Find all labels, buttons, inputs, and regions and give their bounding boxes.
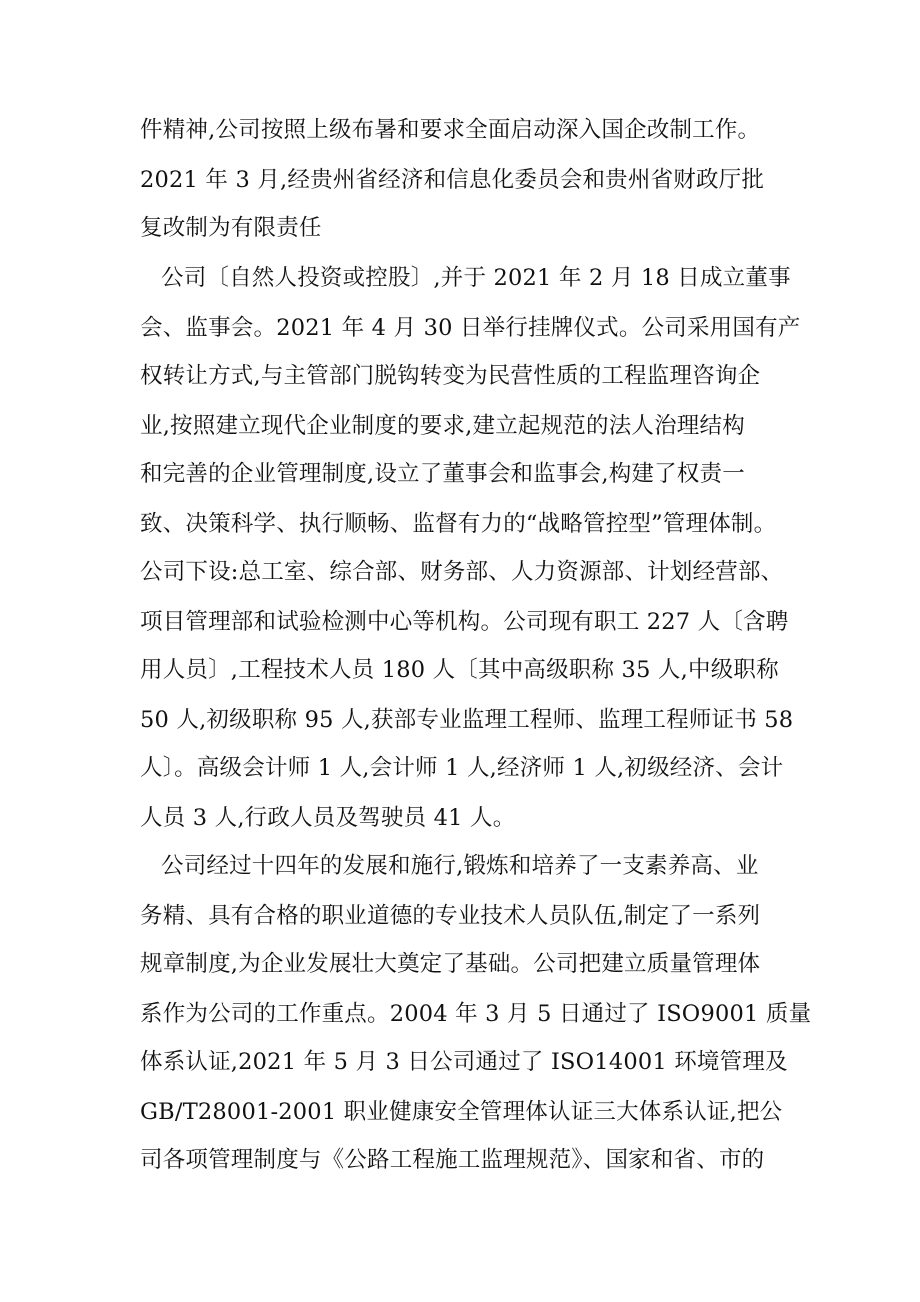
text-line-12: 用人员〕,工程技术人员 180 人〔其中高级职称 35 人,中级职称 <box>140 657 779 683</box>
text-line-9: 致、决策科学、执行顺畅、监督有力的“战略管控型”管理体制。 <box>140 511 777 537</box>
text-line-13: 50 人,初级职称 95 人,获部专业监理工程师、监理工程师证书 58 <box>140 707 794 733</box>
text-line-22: 司各项管理制度与《公路工程施工监理规范》、国家和省、市的 <box>140 1147 765 1173</box>
text-line-17: 务精、具有合格的职业道德的专业技术人员队伍,制定了一系列 <box>140 903 761 929</box>
text-line-14: 人〕。高级会计师 1 人,会计师 1 人,经济师 1 人,初级经济、会计 <box>140 755 784 781</box>
text-line-7: 业,按照建立现代企业制度的要求,建立起规范的法人治理结构 <box>140 413 745 439</box>
text-line-19: 系作为公司的工作重点。2004 年 3 月 5 日通过了 ISO9001 质量 <box>140 1001 812 1027</box>
text-line-10: 公司下设:总工室、综合部、财务部、人力资源部、计划经营部、 <box>140 559 784 585</box>
paragraph-start-3: 公司经过十四年的发展和施行,锻炼和培养了一支素养高、业 <box>161 853 759 879</box>
text-line-11: 项目管理部和试验检测中心等机构。公司现有职工 227 人〔含聘 <box>140 609 789 635</box>
text-line-2: 2021 年 3 月,经贵州省经济和信息化委员会和贵州省财政厅批 <box>140 167 765 193</box>
paragraph-start-2: 公司〔自然人投资或控股〕,并于 2021 年 2 月 18 日成立董事 <box>161 265 791 291</box>
text-line-20: 体系认证,2021 年 5 月 3 日公司通过了 ISO14001 环境管理及 <box>140 1049 788 1075</box>
text-line-5: 会、监事会。2021 年 4 月 30 日举行挂牌仪式。公司采用国有产 <box>140 315 801 341</box>
text-line-1: 件精神,公司按照上级布暑和要求全面启动深入国企改制工作。 <box>140 117 761 143</box>
text-line-21: GB/T28001-2001 职业健康安全管理体认证三大体系认证,把公 <box>140 1099 783 1125</box>
text-line-18: 规章制度,为企业发展壮大奠定了基础。公司把建立质量管理体 <box>140 951 761 977</box>
text-line-3: 复改制为有限责任 <box>140 215 322 241</box>
text-line-15: 人员 3 人,行政人员及驾驶员 41 人。 <box>140 805 516 831</box>
text-line-8: 和完善的企业管理制度,设立了董事会和监事会,构建了权责一 <box>140 461 745 487</box>
text-line-6: 权转让方式,与主管部门脱钩转变为民营性质的工程监理咨询企 <box>140 363 761 389</box>
